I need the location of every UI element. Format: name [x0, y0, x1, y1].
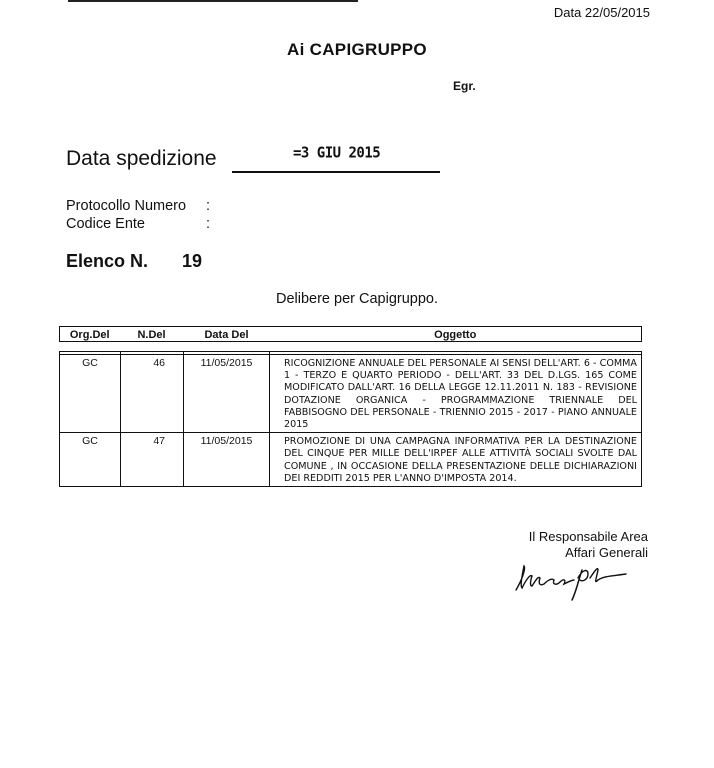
top-rule — [68, 0, 358, 2]
table-row — [60, 433, 642, 487]
protocol-colon: : — [206, 198, 211, 214]
cell-num: 47 — [121, 433, 184, 487]
codice-label: Codice Ente — [66, 216, 145, 232]
cell-org: GC — [60, 355, 121, 433]
cell-oggetto: RICOGNIZIONE ANNUALE DEL PERSONALE AI SENSI DELL'ART. 6 - COMMA 1 - TERZO E QUARTO PERIODO - DELL'ART. 33 DEL D.LGS. 165 COME MODIFICATO DALL'ART. 16 DELLA LEGGE 12.11.2011 N. 183 - REVISIONE DOTAZIONE ORGANICA - PROGRAMMAZIONE TRIENNALE DEL FABBISOGNO DEL PERSONALE - TRIENNIO 2015 - 2017 - PIANO ANNUALE 2015 — [270, 355, 642, 433]
elenco-label: Elenco N. — [66, 251, 149, 271]
cell-oggetto: PROMOZIONE DI UNA CAMPAGNA INFORMATIVA PER LA DESTINAZIONE DEL CINQUE PER MILLE DELL'IRPEF ALLE ATTIVITÀ SOCIALI SVOLTE DAL COMUNE , IN OCCASIONE DELLA PRESENTAZIONE DELLE DICHIARAZIONI DEI REDDITI 2015 PER L'ANNO D'IMPOSTA 2014. — [270, 433, 642, 487]
spedizione-underline — [232, 171, 440, 173]
codice-colon: : — [206, 216, 211, 232]
cell-num: 46 — [121, 355, 184, 433]
protocol-row — [66, 197, 210, 215]
elenco-number: 19 — [182, 251, 203, 271]
elenco-heading — [66, 251, 202, 272]
signatory-area: Affari Generali — [565, 545, 648, 560]
document-date: Data 22/05/2015 — [553, 5, 650, 20]
date-stamp: =3 GIU 2015 — [293, 144, 381, 162]
subtitle: Delibere per Capigruppo. — [275, 291, 438, 307]
recipient-salutation: Egr. — [453, 79, 476, 93]
spedizione-label: Data spedizione — [66, 147, 217, 170]
signatory-title: Il Responsabile Area — [528, 529, 648, 544]
col-header-org: Org.Del — [60, 327, 120, 342]
signature-icon — [508, 556, 628, 606]
col-header-date: Data Del — [184, 327, 270, 342]
col-header-num: N.Del — [120, 327, 184, 342]
table-row — [60, 355, 642, 433]
protocol-label: Protocollo Numero — [66, 198, 187, 214]
cell-date: 11/05/2015 — [184, 433, 270, 487]
col-header-oggetto: Oggetto — [270, 327, 642, 342]
protocol-block — [66, 197, 210, 233]
cell-org: GC — [60, 433, 121, 487]
table-header — [59, 326, 642, 342]
delibere-table — [59, 351, 642, 487]
page-title: Ai CAPIGRUPPO — [287, 40, 427, 59]
codice-row — [66, 215, 210, 233]
cell-date: 11/05/2015 — [184, 355, 270, 433]
